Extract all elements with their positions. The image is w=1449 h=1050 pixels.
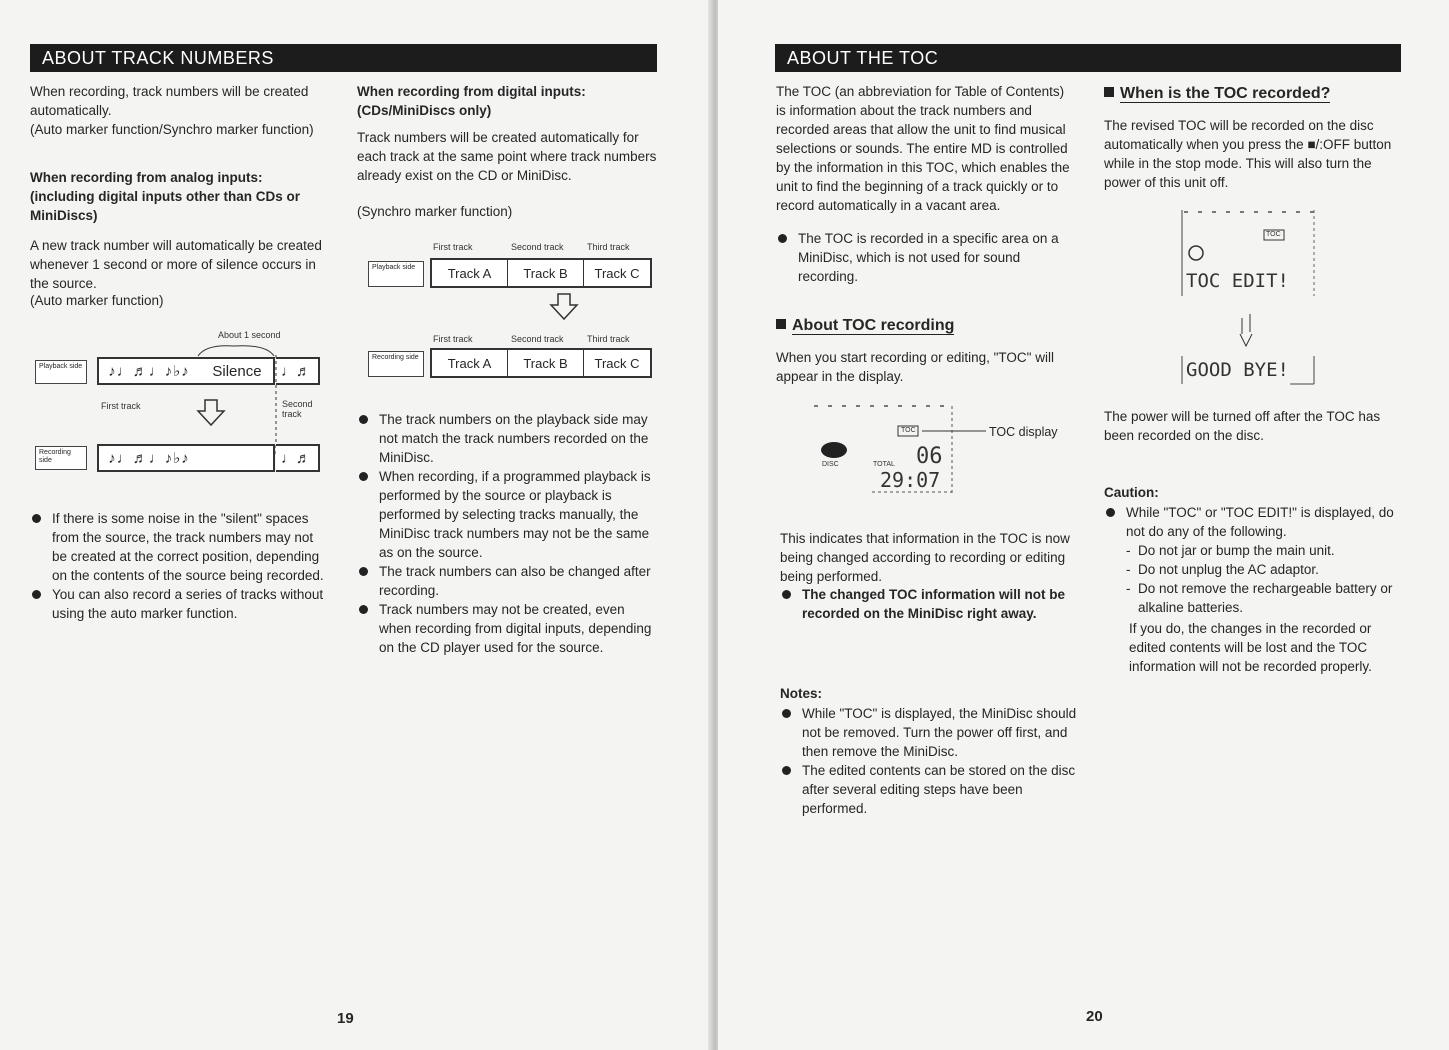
recorded-music-notes-end: ♩♬ [281, 449, 311, 467]
bullet-item: The TOC is recorded in a specific area on a MiniDisc, which is not used for sound recording. [776, 229, 1076, 286]
caution-item: - Do not jar or bump the main unit. [1126, 541, 1406, 560]
analog-text: A new track number will automatically be created whenever 1 second or more of silence occurs in the source. [30, 238, 322, 291]
caution-footer: If you do, the changes in the recorded or edited contents will be lost and the TOC information will not be recorded properly. [1129, 621, 1372, 674]
when-toc-text: The revised TOC will be recorded on the disc automatically when you press the ■/:OFF button while in the stop mode. This will also turn the power of this unit off. [1104, 118, 1392, 190]
toc-indicator: TOC [901, 427, 916, 434]
section-header-toc: ABOUT THE TOC [775, 44, 1401, 72]
playback-tracks [430, 258, 652, 288]
toc-intro: The TOC (an abbreviation for Table of Contents) is information about the track numbers and recorded areas that allow the unit to find musical selections or sounds. The entire MD is controlled by the information in this TOC, which enables the unit to find the beginning of a track quickly or to record automatically in a vacant area. [776, 84, 1070, 213]
track-c: Track C [594, 355, 640, 371]
power-off-text: The power will be turned off after the TOC has been recorded on the disc. [1104, 409, 1381, 443]
recorded-music-notes: ♪♩♬♩♪♭♪ [108, 450, 190, 467]
toc-display-label: TOC display [989, 425, 1058, 439]
track-b: Track B [508, 350, 584, 376]
toc-bold-bullet [780, 585, 1078, 623]
when-toc-recorded-heading [1104, 84, 1330, 104]
bullet-item: You can also record a series of tracks without using the auto marker function. [30, 585, 330, 623]
bullet-item: The changed TOC information will not be recorded on the MiniDisc right away. [780, 585, 1078, 623]
notes-heading: Notes: [780, 686, 823, 701]
caution-heading: Caution: [1104, 485, 1159, 500]
left-col1-bullets [30, 509, 330, 623]
playback-second-track [276, 357, 320, 385]
notes-bullets [780, 704, 1080, 818]
analog-note: (Auto marker function) [30, 293, 164, 308]
intro-text: When recording, track numbers will be created automatically. [30, 84, 309, 118]
bullet-item: Track numbers may not be created, even when recording from digital inputs, depending on the CD player used for the source. [357, 600, 657, 657]
digital-heading: When recording from digital inputs: (CDs/MiniDiscs only) [357, 84, 586, 118]
about-toc-recording-heading [776, 316, 954, 336]
analog-heading: When recording from analog inputs: (including digital inputs other than CDs or MiniDiscs) [30, 170, 300, 223]
playback-track-strip [97, 357, 275, 385]
left-col2-bullets [357, 410, 657, 657]
second-track-label: Second track [511, 242, 564, 252]
playback-side-label: Playback side [35, 360, 87, 384]
square-bullet-icon [776, 319, 786, 329]
recording-second-track [276, 444, 320, 472]
bullet-item: If there is some noise in the "silent" spaces from the source, the track numbers may not be created at the correct position, depending on the contents of the source being recorded. [30, 509, 330, 585]
down-arrow-icon [549, 292, 579, 322]
about-toc-text: When you start recording or editing, "TOC" will appear in the display. [776, 350, 1054, 384]
disc-label: DISC [822, 461, 839, 468]
music-notes-end: ♩♬ [281, 362, 311, 380]
second-track-label: Second track [282, 399, 313, 419]
caution-sub-list [1126, 541, 1406, 617]
intro-note: (Auto marker function/Synchro marker function) [30, 122, 314, 137]
track-c: Track C [594, 265, 640, 281]
down-arrow-icon [196, 398, 226, 428]
digital-note: (Synchro marker function) [357, 204, 513, 219]
track-a: Track A [432, 350, 508, 376]
first-track-label: First track [433, 334, 473, 344]
second-track-label: Second track [511, 334, 564, 344]
track-b: Track B [508, 260, 584, 286]
toc-intro-bullets [776, 229, 1076, 286]
track-count-readout: 06 [916, 444, 943, 469]
bullet-item: When recording, if a programmed playback is performed by the source or playback is performed by selecting tracks manually, the MiniDisc track numbers may not be the same as on the source. [357, 467, 657, 562]
recording-side-label: Recording side [35, 446, 87, 470]
first-track-label: First track [433, 242, 473, 252]
toc-change-text: This indicates that information in the TOC is now being changed according to recording or editing being performed. [780, 531, 1070, 584]
recording-side-label: Recording side [368, 351, 424, 377]
recording-track-strip [97, 444, 275, 472]
caution-item: - Do not unplug the AC adaptor. [1126, 560, 1406, 579]
first-track-label: First track [101, 401, 141, 411]
toc-edit-readout: TOC EDIT! [1186, 270, 1289, 292]
track-divider-dashed [274, 355, 278, 455]
section-header-track-numbers: ABOUT TRACK NUMBERS [30, 44, 657, 72]
total-time-readout: 29:07 [880, 468, 941, 492]
caution-item: - Do not remove the rechargeable battery or alkaline batteries. [1126, 579, 1406, 617]
when-toc-recorded-heading-text: When is the TOC recorded? [1120, 85, 1331, 102]
recording-tracks [430, 348, 652, 378]
about-bracket-icon [196, 338, 276, 358]
about-toc-recording-heading-text: About TOC recording [792, 317, 955, 334]
page-number-19: 19 [337, 1010, 354, 1027]
callout-line [922, 427, 986, 435]
total-label: TOTAL [873, 461, 895, 468]
square-bullet-icon [1104, 87, 1114, 97]
caution-bullets [1104, 503, 1406, 617]
bullet-item: The edited contents can be stored on the disc after several editing steps have been performed. [780, 761, 1080, 818]
digital-text: Track numbers will be created automatically for each track at the same point where track numbers already exist on the CD or MiniDisc. [357, 130, 657, 183]
track-a: Track A [432, 260, 508, 286]
music-notes: ♪♩♬♩♪♭♪ [108, 363, 190, 380]
playback-side-label: Playback side [368, 261, 424, 287]
toc-indicator: TOC [1266, 231, 1281, 238]
caution-bullet-text: While "TOC" or "TOC EDIT!" is displayed, do not do any of the following. [1126, 505, 1394, 539]
page-number-20: 20 [1086, 1008, 1103, 1025]
bullet-item: While "TOC" is displayed, the MiniDisc should not be removed. Turn the power off first, and then remove the MiniDisc. [780, 704, 1080, 761]
third-track-label: Third track [587, 242, 630, 252]
bullet-item [1104, 503, 1406, 617]
about-1-second-label: About 1 second [218, 330, 281, 340]
bullet-item: The track numbers on the playback side may not match the track numbers recorded on the MiniDisc. [357, 410, 657, 467]
bullet-item: The track numbers can also be changed after recording. [357, 562, 657, 600]
good-bye-readout: GOOD BYE! [1186, 359, 1289, 381]
third-track-label: Third track [587, 334, 630, 344]
silence-label: Silence [212, 362, 262, 380]
